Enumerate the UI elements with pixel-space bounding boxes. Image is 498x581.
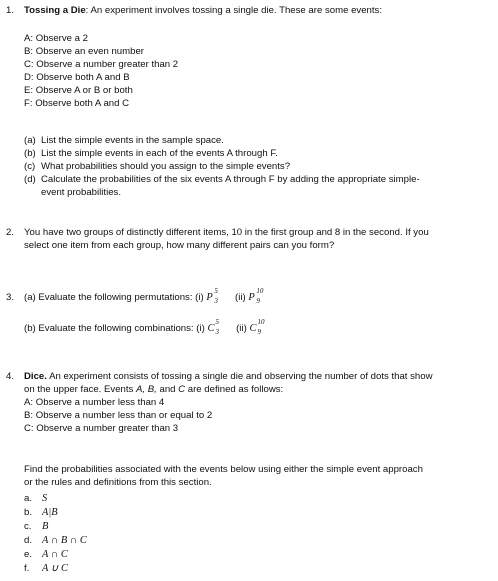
list-item: b. A|B [24, 507, 58, 518]
question-2-text: You have two groups of distinctly different items, 10 in the first group and 8 in the second. If you select one item from each group, how many different pairs can you form? [24, 227, 429, 251]
permutation-i: P 5 3 [206, 287, 218, 305]
part-item: (b) List the simple events in each of the events A through F. [24, 148, 278, 159]
event-item: A: Observe a 2 [24, 33, 88, 44]
event-item: B: Observe a number less than or equal to 2 [24, 410, 213, 421]
question-3-number: 3. [6, 292, 15, 303]
question-4-title: Dice. [24, 371, 47, 382]
question-4-instructions: Find the probabilities associated with the events below using either the simple event approach or the rules and definitions from this section. [24, 464, 423, 488]
event-item: C: Observe a number greater than 2 [24, 59, 179, 70]
question-1-intro: : An experiment involves tossing a single die. These are some events: [85, 5, 382, 16]
permutations-line: (a) Evaluate the following permutations: (i) P 5 3 (ii) P 10 9 [24, 291, 266, 304]
question-1-prompt [24, 4, 382, 17]
question-1-title: Tossing a Die [24, 5, 86, 16]
part-item-continuation: event probabilities. [41, 187, 121, 198]
list-item: c. B [24, 521, 49, 532]
list-item: f. A ∪ C [24, 563, 68, 574]
question-1-number: 1. [6, 5, 15, 16]
question-4-text: Dice. An experiment consists of tossing a single die and observing the number of dots that show on the upper face. Events A, B, and C are defined as follows: A: Observe a number less than 4 B: Observe a number less than or equal to 2 C: Observe a number greater than 3 [24, 371, 433, 434]
part-item: (d) Calculate the probabilities of the six events A through F by adding the appropriate simple- [24, 174, 420, 185]
question-4-number: 4. [6, 371, 15, 382]
event-item: A: Observe a number less than 4 [24, 397, 165, 408]
question-2-number: 2. [6, 227, 15, 238]
event-item: B: Observe an even number [24, 46, 144, 57]
permutation-ii: P 10 9 [248, 287, 264, 305]
part-item: (c) What probabilities should you assign to the simple events? [24, 161, 291, 172]
combination-ii: C 10 9 [249, 318, 265, 336]
part-item: (a) List the simple events in the sample space. [24, 135, 224, 146]
part-list-1 [24, 134, 420, 199]
event-item: C: Observe a number greater than 3 [24, 423, 179, 434]
list-item: d. A ∩ B ∩ C [24, 535, 87, 546]
event-item: F: Observe both A and C [24, 98, 130, 109]
event-item: E: Observe A or B or both [24, 85, 133, 96]
question-4-items [24, 492, 87, 576]
combinations-line: (b) Evaluate the following combinations: (i) C 5 3 (ii) C 10 9 [24, 322, 267, 335]
combination-i: C 5 3 [207, 318, 219, 336]
list-item: e. A ∩ C [24, 549, 68, 560]
list-item: a. S [24, 493, 48, 504]
event-item: D: Observe both A and B [24, 72, 130, 83]
event-list-1 [24, 32, 178, 110]
